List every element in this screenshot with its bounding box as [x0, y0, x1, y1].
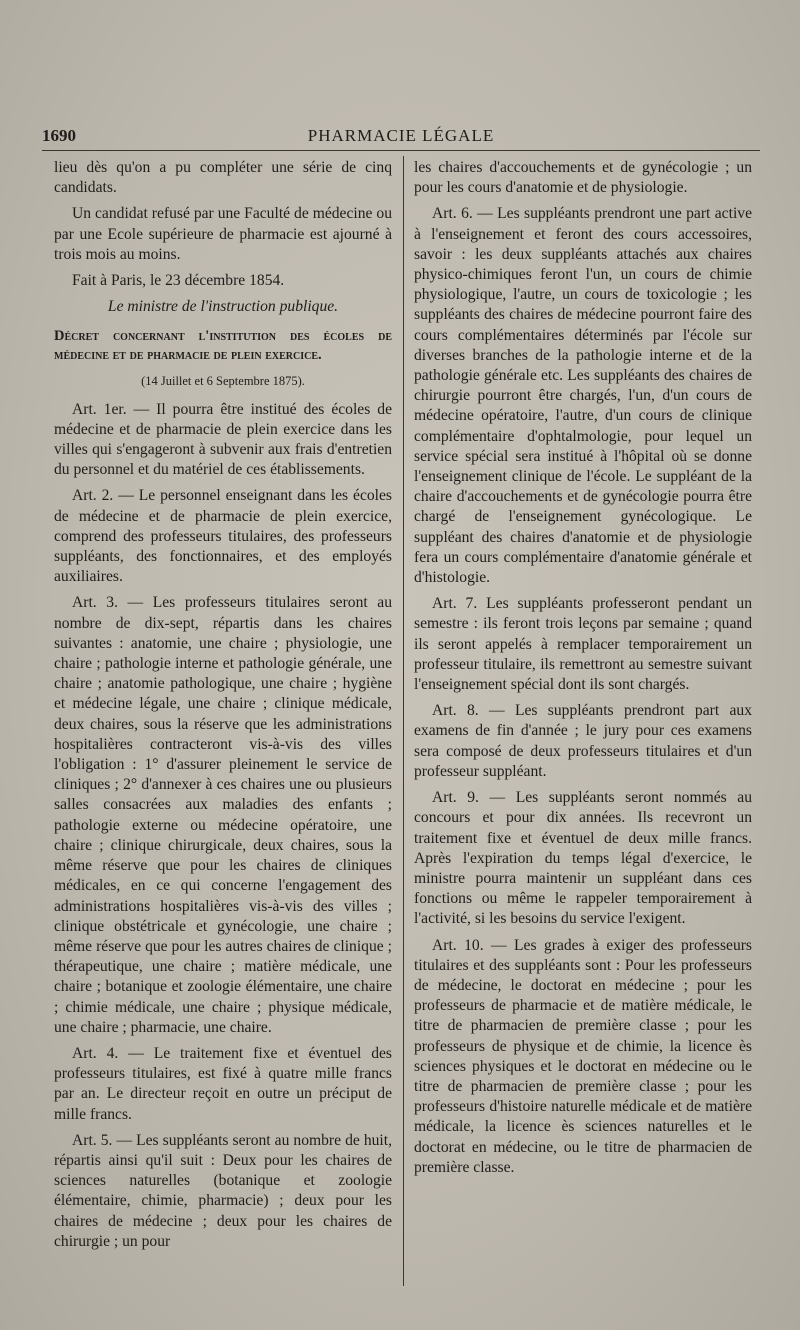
decree-date: (14 Juillet et 6 Septembre 1875).	[141, 374, 305, 389]
page-header	[42, 126, 760, 151]
article-1: Art. 1er. — Il pourra être institué des écoles de médecine et de pharmacie de plein exercice dans les villes qui s'engageront à subvenir aux frais d'entretien du personnel et du matériel de ces établissements.	[54, 400, 392, 479]
column-divider	[403, 156, 404, 1286]
paragraph-refused-candidate: Un candidat refusé par une Faculté de médecine ou par une Ecole supérieure de pharmacie est ajourné à trois mois au moins.	[54, 205, 392, 263]
article-7: Art. 7. Les suppléants professeront pendant un semestre : ils feront trois leçons par semaine ; quand ils seront appelés à remplacer temporairement un professeur titulaire, ils remettront au semestre suivant l'enseignement spécial dont ils sont chargés.	[414, 595, 752, 694]
running-title: PHARMACIE LÉGALE	[307, 126, 495, 145]
left-column	[54, 158, 392, 1258]
paragraph-continuation: lieu dès qu'on a pu compléter une série de cinq candidats.	[54, 159, 392, 197]
signature: Le ministre de l'instruction publique.	[107, 298, 339, 316]
article-9: Art. 9. — Les suppléants seront nommés au concours et pour dix années. Ils recevront un traitement fixe et éventuel de deux mille francs. Après l'expiration du temps légal d'exercice, le ministre pourra maintenir un suppléant dans ces fonctions ou même le rappeler temporairement à l'activité, si les besoins du service l'exigent.	[414, 789, 752, 928]
article-3: Art. 3. — Les professeurs titulaires seront au nombre de dix-sept, répartis dans les chaires suivantes : anatomie, une chaire ; physiologie, une chaire ; pathologie interne et pathologie générale, une chaire ; anatomie pathologique, une chaire ; hygiène et médecine légale, une chaire ; clinique médicale, deux chaires, sous la réserve que les administrations hospitalières contracteront vis-à-vis des villes l'obligation : 1° d'assurer pleinement le service de cliniques ; 2° d'annexer à ces chaires une ou plusieurs salles consacrées aux maladies des enfants ; pathologie externe ou médecine opératoire, une chaire ; clinique chirurgicale, deux chaires, sous la même réserve que pour les chaires de cliniques médicales, en ce qui concerne l'engagement des administrations hospitalières vis-à-vis des villes ; clinique obstétricale et gynécologie, une chaire ; même réserve que pour les autres chaires de clinique ; thérapeutique, une chaire ; matière médicale, une chaire ; botanique et zoologie élémentaire, une chaire ; chimie médicale, une chaire ; physique médicale, une chaire ; pharmacie, une chaire.	[54, 594, 392, 1036]
right-column	[414, 158, 752, 1184]
page-number: 1690	[42, 126, 76, 145]
article-10: Art. 10. — Les grades à exiger des professeurs titulaires et des suppléants sont : Pour les professeurs de médecine, le doctorat en médecine ; pour les professeurs de pharmacie et de matière médicale, le titre de pharmacien de première classe ; pour les professeurs de physique et de chimie, la licence ès sciences physiques et le doctorat en médecine ou le titre de pharmacien de première classe ; pour les professeurs d'histoire naturelle médicale et de matière médicale, la licence ès sciences naturelles et le doctorat en médecine, ou le titre de pharmacien de première classe.	[414, 936, 752, 1176]
paragraph-continuation: les chaires d'accouchements et de gynécologie ; un pour les cours d'anatomie et de physiologie.	[414, 159, 752, 197]
article-8: Art. 8. — Les suppléants prendront part aux examens de fin d'année ; le jury pour ces examens sera composé de deux professeurs titulaires et d'un professeur suppléant.	[414, 702, 752, 780]
article-6: Art. 6. — Les suppléants prendront une part active à l'enseignement et feront des cours accessoires, savoir : les deux suppléants attachés aux chaires physico-chimiques feront l'un, un cours de chimie physiologique, l'autre, un cours de toxicologie ; les suppléants des chaires de médecine pourront faire des cours complémentaires déterminés par l'école sur diverses branches de la pathologie interne et de la pathologie générale etc. Les suppléants des chaires de chirurgie pourront être chargés, l'un, d'un cours de médecine opératoire, l'autre, d'un cours de clinique complémentaire d'ophtalmologie, pour lequel un service spécial sera institué à l'hôpital où se donne l'enseignement clinique de l'école. Le suppléant de la chaire d'accouchements et de gynécologie pourra être chargé de l'enseignement gynécologique. Le suppléant des chaires d'anatomie et de physiologie fera un cours complémentaire d'anatomie générale et d'histologie.	[414, 205, 752, 587]
article-5: Art. 5. — Les suppléants seront au nombre de huit, répartis ainsi qu'il suit : Deux pour les chaires de sciences naturelles (botanique et zoologie élémentaire, chimie, pharmacie) ; deux pour les chaires de médecine ; deux pour les chaires de chirurgie ; un pour	[54, 1131, 392, 1250]
article-2: Art. 2. — Le personnel enseignant dans les écoles de médecine et de pharmacie de plein exercice, comprend des professeurs titulaires, des professeurs suppléants, des fonctionnaires, et des employés auxiliaires.	[54, 487, 392, 586]
article-4: Art. 4. — Le traitement fixe et éventuel des professeurs titulaires, est fixé à quatre mille francs par an. Le directeur reçoit en outre un préciput de mille francs.	[54, 1044, 392, 1123]
paragraph-date: Fait à Paris, le 23 décembre 1854.	[72, 272, 285, 290]
decree-title: Décret concernant l'institution des écoles de médecine et de pharmacie de plein exercice.	[54, 328, 392, 364]
